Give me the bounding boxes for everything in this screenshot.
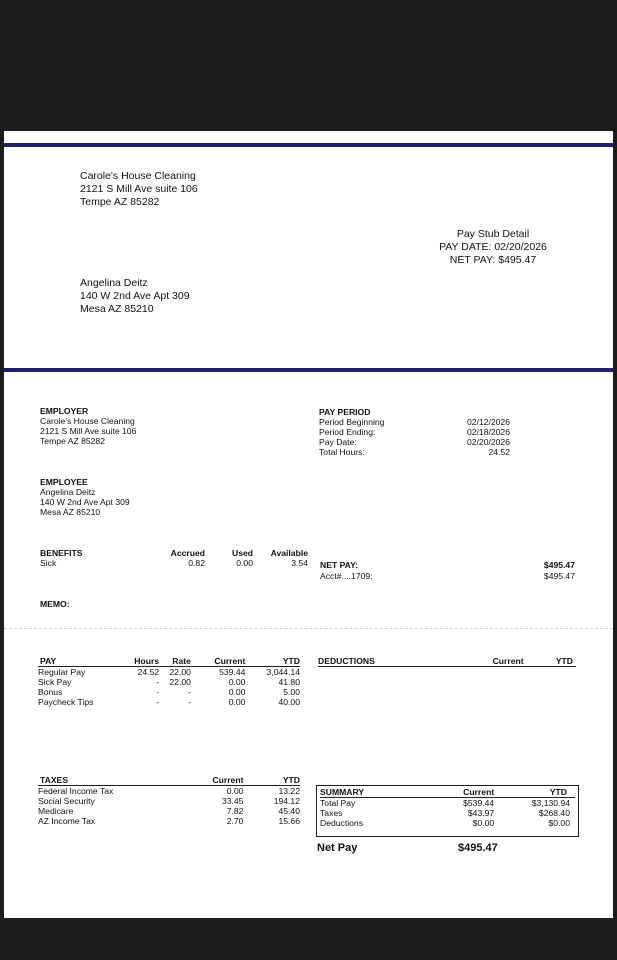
benefits-header-row: [40, 548, 308, 558]
pay-row-current: 0.00: [228, 677, 246, 687]
pay-col-hours: Hours: [134, 656, 160, 666]
benefit-accrued: 0.82: [188, 558, 205, 568]
stub-pay-date: PAY DATE: 02/20/2026: [439, 241, 547, 253]
pay-label: PAY: [40, 656, 57, 666]
employer-mailing-address: [80, 170, 198, 209]
deductions-header-row: [318, 656, 576, 667]
pay-date-value: 02/20/2026: [466, 437, 510, 447]
summary-label: SUMMARY: [320, 787, 365, 797]
summary-row-name: Taxes: [320, 808, 343, 818]
tax-row: [38, 796, 300, 806]
summary-row-name: Deductions: [320, 818, 363, 828]
pay-row: [38, 667, 300, 678]
pay-period-label: PAY PERIOD: [319, 407, 371, 417]
pay-period-row: [319, 447, 510, 457]
pay-row-current: 0.00: [228, 687, 246, 697]
pay-row: [38, 687, 300, 697]
summary-row-ytd: $268.40: [538, 808, 570, 818]
deductions-col-current: Current: [492, 656, 524, 666]
employer-address-line1: 2121 S Mill Ave suite 106: [80, 183, 198, 195]
employer-section: [40, 406, 136, 446]
summary-row: [320, 818, 575, 828]
tax-row-current: 33.45: [221, 796, 244, 806]
employee-section-label: EMPLOYEE: [40, 477, 88, 487]
pay-table: [38, 656, 300, 707]
employee-mailing-address: [80, 277, 190, 316]
tax-row-ytd: 13.22: [278, 786, 300, 796]
tax-row-current: 2.70: [226, 816, 244, 826]
employee-name: Angelina Deitz: [80, 277, 148, 289]
pay-row-name: Regular Pay: [38, 667, 86, 677]
tax-row: [38, 816, 300, 826]
taxes-label: TAXES: [40, 775, 69, 785]
summary-table: [320, 787, 575, 828]
summary-row-ytd: $0.00: [548, 818, 570, 828]
period-ending-label: Period Ending:: [319, 427, 376, 437]
employee-address-line2: Mesa AZ 85210: [80, 303, 154, 315]
tax-row-name: Medicare: [38, 806, 74, 816]
stub-header: [423, 228, 563, 267]
summary-col-current: Current: [463, 787, 495, 797]
pay-row-rate: 22.00: [169, 667, 191, 677]
taxes-col-ytd: YTD: [282, 775, 300, 785]
stub-net-pay: NET PAY: $495.47: [449, 254, 537, 266]
taxes-table: [38, 775, 300, 826]
pay-row-hours: -: [156, 697, 160, 707]
tax-row-current: 0.00: [226, 786, 244, 796]
pay-row-current: 539.44: [219, 667, 246, 677]
employer-section-label: EMPLOYER: [40, 406, 89, 416]
benefits-table: [40, 548, 308, 568]
employee-section: [40, 477, 130, 517]
summary-row-ytd: $3,130.94: [531, 798, 570, 808]
pay-col-current: Current: [214, 656, 246, 666]
tear-line: [4, 628, 613, 629]
employer-name: Carole's House Cleaning: [80, 170, 196, 182]
pay-period-details: [319, 417, 510, 457]
net-pay-amount: $495.47: [543, 560, 575, 570]
tax-row-ytd: 194.12: [273, 796, 300, 806]
benefit-name: Sick: [40, 558, 57, 568]
tax-row: [38, 786, 300, 797]
summary-row: [320, 808, 575, 818]
pay-col-rate: Rate: [172, 656, 191, 666]
employee-section-address2: Mesa AZ 85210: [40, 507, 101, 517]
deductions-label: DEDUCTIONS: [318, 656, 375, 666]
pay-row: [38, 677, 300, 687]
tax-row-current: 7.82: [226, 806, 244, 816]
period-ending-value: 02/18/2026: [466, 427, 510, 437]
pay-row-ytd: 3,044.14: [266, 667, 300, 677]
period-beginning-label: Period Beginning: [319, 417, 385, 427]
pay-row-name: Bonus: [38, 687, 63, 697]
employer-section-name: Carole's House Cleaning: [40, 416, 135, 426]
pay-row-name: Paycheck Tips: [38, 697, 94, 707]
bottom-net-pay-label: Net Pay: [317, 842, 358, 854]
total-hours-label: Total Hours:: [319, 447, 365, 457]
taxes-col-current: Current: [212, 775, 244, 785]
employer-section-address1: 2121 S Mill Ave suite 106: [40, 426, 137, 436]
net-pay-label: NET PAY:: [320, 560, 359, 570]
summary-row-name: Total Pay: [320, 798, 356, 808]
pay-row-rate: -: [188, 697, 191, 707]
pay-row-rate: 22.00: [169, 677, 191, 687]
deductions-col-ytd: YTD: [555, 656, 573, 666]
pay-row-hours: -: [156, 687, 160, 697]
employee-address-line1: 140 W 2nd Ave Apt 309: [80, 290, 190, 302]
benefits-label: BENEFITS: [40, 548, 83, 558]
tax-row: [38, 806, 300, 816]
benefits-col-available: Available: [270, 548, 308, 558]
memo-label: MEMO:: [40, 599, 70, 609]
pay-date-label: Pay Date:: [319, 437, 357, 447]
summary-row: [320, 798, 575, 809]
employee-section-name: Angelina Deitz: [40, 487, 96, 497]
tax-row-name: Social Security: [38, 796, 95, 806]
pay-header-row: [38, 656, 300, 667]
pay-row-hours: -: [156, 677, 160, 687]
pay-row-ytd: 5.00: [283, 687, 300, 697]
pay-row-hours: 24.52: [137, 667, 160, 677]
pay-row-name: Sick Pay: [38, 677, 72, 687]
benefit-available: 3.54: [291, 558, 308, 568]
deductions-table: [318, 656, 576, 667]
account-amount: $495.47: [543, 571, 575, 581]
pay-col-ytd: YTD: [282, 656, 300, 666]
tax-row-name: AZ Income Tax: [38, 816, 96, 826]
period-beginning-value: 02/12/2026: [466, 417, 510, 427]
summary-row-current: $539.44: [463, 798, 495, 808]
benefits-col-accrued: Accrued: [170, 548, 205, 558]
account-label: Acct#....1709:: [320, 571, 373, 581]
employee-section-address1: 140 W 2nd Ave Apt 309: [40, 497, 130, 507]
pay-period-row: [319, 417, 510, 427]
tax-row-ytd: 15.66: [278, 816, 300, 826]
benefit-used: 0.00: [236, 558, 253, 568]
total-hours-value: 24.52: [488, 447, 510, 457]
pay-row-ytd: 40.00: [278, 697, 300, 707]
pay-period-row: [319, 437, 510, 447]
pay-period-row: [319, 427, 510, 437]
employer-address-line2: Tempe AZ 85282: [80, 196, 160, 208]
summary-header-row: [320, 787, 575, 798]
middle-rule: [4, 368, 613, 372]
pay-row-rate: -: [188, 687, 191, 697]
tax-row-ytd: 45.40: [278, 806, 300, 816]
bottom-net-pay-amount: $495.47: [458, 842, 498, 854]
taxes-header-row: [38, 775, 300, 786]
employer-section-address2: Tempe AZ 85282: [40, 436, 105, 446]
pay-row: [38, 697, 300, 707]
benefits-col-used: Used: [231, 548, 253, 558]
pay-row-current: 0.00: [228, 697, 246, 707]
pay-row-ytd: 41.80: [278, 677, 300, 687]
benefits-row: [40, 558, 308, 568]
stub-title: Pay Stub Detail: [456, 228, 530, 240]
summary-col-ytd: YTD: [549, 787, 567, 797]
summary-row-current: $0.00: [472, 818, 495, 828]
tax-row-name: Federal Income Tax: [38, 786, 114, 796]
summary-row-current: $43.97: [467, 808, 495, 818]
top-rule: [4, 143, 613, 147]
